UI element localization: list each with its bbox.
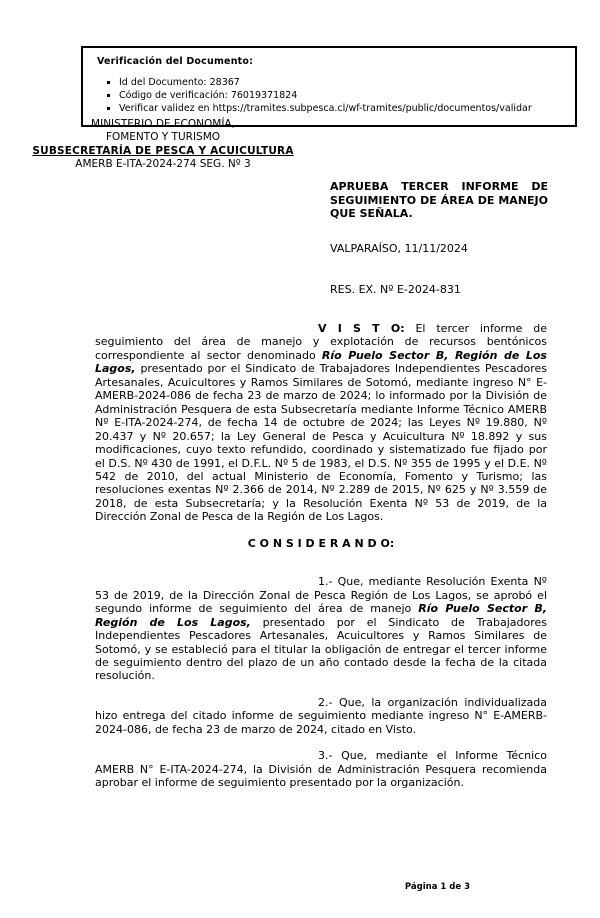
- verification-box: [81, 46, 577, 127]
- verification-item-url: ▪ Verificar validez en https://tramites.subpesca.cl/wf-tramites/public/documentos/validar: [119, 102, 567, 115]
- page-number-indicator: Página 1 de 3: [404, 882, 470, 892]
- ministry-name-line2: FOMENTO Y TURISMO: [105, 131, 221, 144]
- visto-area-name: Río Puelo Sector B, Región de Los Lagos,: [95, 348, 547, 376]
- considerando-item-1-before: 1.- Que, mediante Resolución Exenta Nº 53 de 2019, de la Dirección Zonal de Pesca Región de Los Lagos, se aprobó el segundo informe de seguimiento del área de manejo: [95, 575, 547, 616]
- resolution-subject: APRUEBA TERCER INFORME DE SEGUIMIENTO DE ÁREA DE MANEJO QUE SEÑALA.: [330, 180, 548, 220]
- visto-paragraph: [95, 322, 547, 524]
- letterhead: [15, 118, 311, 172]
- visto-label: V I S T O:: [318, 322, 405, 335]
- verification-title: Verificación del Documento:: [97, 56, 254, 67]
- visto-text-after: presentado por el Sindicato de Trabajadores Independientes Pescadores Artesanales, Acuicultores y Ramos Similares de Sotomó, mediante ingreso N° E-AMERB-2024-086 de fecha 23 de marzo de 2024; lo informado por la División de Administración Pesquera de esta Subsecretaría mediante Informe Técnico AMERB Nº E-ITA-2024-274, de fecha 14 de octubre de 2024; las Leyes Nº 19.880, Nº 20.437 y Nº 20.657; la Ley General de Pesca y Acuicultura Nº 18.892 y sus modificaciones, cuyo texto refundido, coordinado y sistematizado fue fijado por el D.S. Nº 430 de 1991, el D.F.L. Nº 5 de 1983, el D.S. Nº 355 de 1995 y el D.E. Nº 542 de 2010, del actual Ministerio de Economía, Fomento y Turismo; las resoluciones exentas Nº 2.366 de 2014, Nº 2.289 de 2015, Nº 625 y Nº 3.559 de 2018, de esta Subsecretaría; y la Resolución Exenta Nº 53 de 2019, de la Dirección Zonal de Pesca de la Región de Los Lagos.: [95, 362, 547, 524]
- verification-item-code: ▪ Código de verificación: 76019371824: [119, 89, 567, 102]
- ministry-name-line1: MINISTERIO DE ECONOMÍA,: [91, 118, 235, 130]
- document-reference: AMERB E-ITA-2024-274 SEG. Nº 3: [75, 158, 251, 171]
- subsecretaria-name: SUBSECRETARÍA DE PESCA Y ACUICULTURA: [32, 144, 294, 157]
- visto-text-before: El tercer informe de seguimiento del área de manejo y explotación de recursos bentónicos correspondiente al sector denominado: [95, 322, 547, 362]
- considerando-item-1-after: presentado por el Sindicato de Trabajadores Independientes Pescadores Artesanales, Acuicultores y Ramos Similares de Sotomó, y se estableció para el titular la obligación de entregar el tercer informe de seguimiento dentro del plazo de un año contado desde la fecha de la citada resolución.: [95, 615, 547, 683]
- place-and-date: VALPARAÍSO, 11/11/2024: [330, 241, 468, 255]
- resolution-body: [95, 322, 547, 803]
- title-block: [330, 180, 548, 297]
- considerando-item-1: [95, 575, 547, 683]
- verification-list: [119, 76, 567, 115]
- considerando-heading: C O N S I D E R A N D O:: [247, 536, 395, 550]
- considerando-item-3: 3.- Que, mediante el Informe Técnico AMERB N° E-ITA-2024-274, la División de Administración Pesquera recomienda aprobar el informe de seguimiento presentado por la organización.: [95, 749, 547, 790]
- considerando-item-2: 2.- Que, la organización individualizada hizo entrega del citado informe de seguimiento mediante ingreso N° E-AMERB-2024-086, de fecha 23 de marzo de 2024, citado en Visto.: [95, 695, 547, 736]
- resolution-number: RES. EX. Nº E-2024-831: [330, 283, 461, 296]
- considerando-item-1-area-name: Río Puelo Sector B, Región de Los Lagos,: [95, 602, 547, 629]
- verification-item-document-id: ▪ Id del Documento: 28367: [119, 76, 567, 89]
